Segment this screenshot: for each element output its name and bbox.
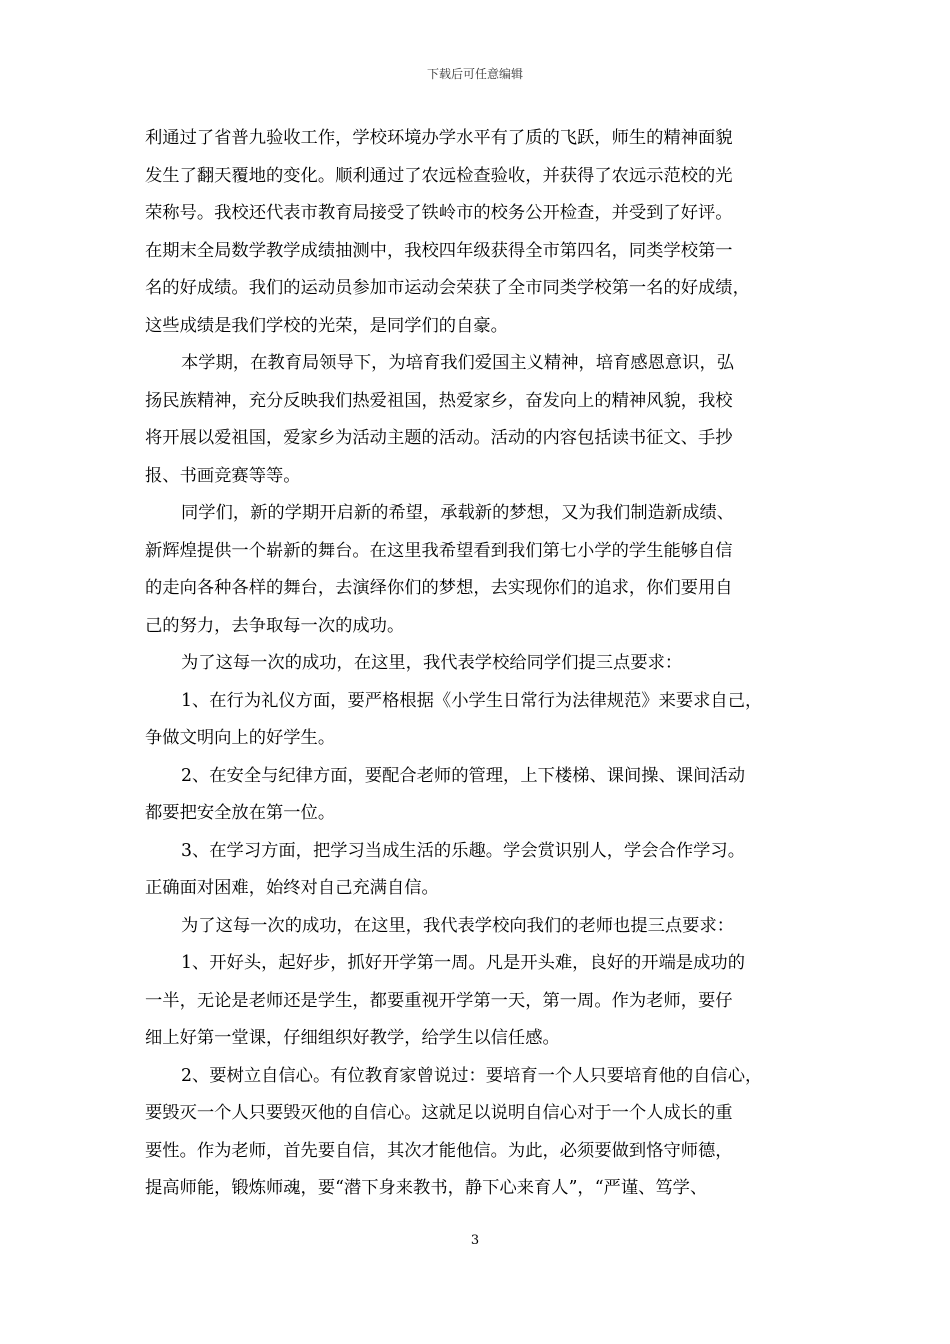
text-line: 的走向各种各样的舞台，去演绎你们的梦想，去实现你们的追求，你们要用自 <box>145 578 733 598</box>
text-line: 提高师能，锻炼师魂，要“潜下身来教书，静下心来育人”，“严谨、笃学、 <box>145 1178 708 1198</box>
text-line: 在期末全局数学教学成绩抽测中，我校四年级获得全市第四名，同类学校第一 <box>145 240 733 261</box>
text-line: 为了这每一次的成功，在这里，我代表学校向我们的老师也提三点要求： <box>181 915 735 936</box>
text-line: 荣称号。我校还代表市教育局接受了铁岭市的校务公开检查，并受到了好评。 <box>145 203 733 223</box>
text-line: 为了这每一次的成功，在这里，我代表学校给同学们提三点要求： <box>181 653 683 673</box>
text-line: 2、要树立自信心。有位教育家曾说过：要培育一个人只要培育他的自信心， <box>181 1065 763 1086</box>
text-line: 2、在安全与纪律方面，要配合老师的管理，上下楼梯、课间操、课间活动 <box>181 765 745 786</box>
text-line: 新辉煌提供一个崭新的舞台。在这里我希望看到我们第七小学的学生能够自信 <box>145 540 733 561</box>
text-line: 利通过了省普九验收工作，学校环境办学水平有了质的飞跃，师生的精神面貌 <box>145 128 733 148</box>
text-line: 这些成绩是我们学校的光荣，是同学们的自豪。 <box>145 315 508 336</box>
page-header: 下载后可任意编辑 <box>426 67 523 81</box>
text-line: 要毁灭一个人只要毁灭他的自信心。这就足以说明自信心对于一个人成长的重 <box>145 1103 733 1123</box>
text-line: 报、书画竞赛等等。 <box>145 465 301 486</box>
text-line: 都要把安全放在第一位。 <box>145 803 336 823</box>
document-body <box>145 120 820 1208</box>
text-line: 扬民族精神，充分反映我们热爱祖国，热爱家乡，奋发向上的精神风貌，我校 <box>145 390 733 411</box>
text-line: 将开展以爱祖国，爱家乡为活动主题的活动。活动的内容包括读书征文、手抄 <box>145 428 733 448</box>
text-line: 正确面对困难，始终对自己充满自信。 <box>145 878 439 898</box>
text-line: 细上好第一堂课，仔细组织好教学，给学生以信任感。 <box>145 1028 560 1048</box>
text-line: 本学期，在教育局领导下，为培育我们爱国主义精神，培育感恩意识，弘 <box>181 353 735 373</box>
text-line: 3、在学习方面，把学习当成生活的乐趣。学会赏识别人，学会合作学习。 <box>181 840 745 861</box>
text-line: 1、开好头，起好步，抓好开学第一周。凡是开头难，良好的开端是成功的 <box>181 953 745 973</box>
page-number: 3 <box>470 1233 480 1248</box>
text-line: 争做文明向上的好学生。 <box>145 728 336 748</box>
text-line: 要性。作为老师，首先要自信，其次才能他信。为此，必须要做到恪守师德， <box>145 1140 733 1161</box>
text-line: 同学们，新的学期开启新的希望，承载新的梦想，又为我们制造新成绩、 <box>181 503 735 523</box>
text-line: 名的好成绩。我们的运动员参加市运动会荣获了全市同类学校第一名的好成绩， <box>145 278 750 298</box>
text-line: 1、在行为礼仪方面，要严格根据《小学生日常行为法律规范》来要求自己， <box>181 690 763 711</box>
text-line: 己的努力，去争取每一次的成功。 <box>145 615 405 636</box>
text-line: 一半，无论是老师还是学生，都要重视开学第一天，第一周。作为老师，要仔 <box>145 990 733 1011</box>
text-line: 发生了翻天覆地的变化。顺利通过了农远检查验收，并获得了农远示范校的光 <box>145 165 733 186</box>
